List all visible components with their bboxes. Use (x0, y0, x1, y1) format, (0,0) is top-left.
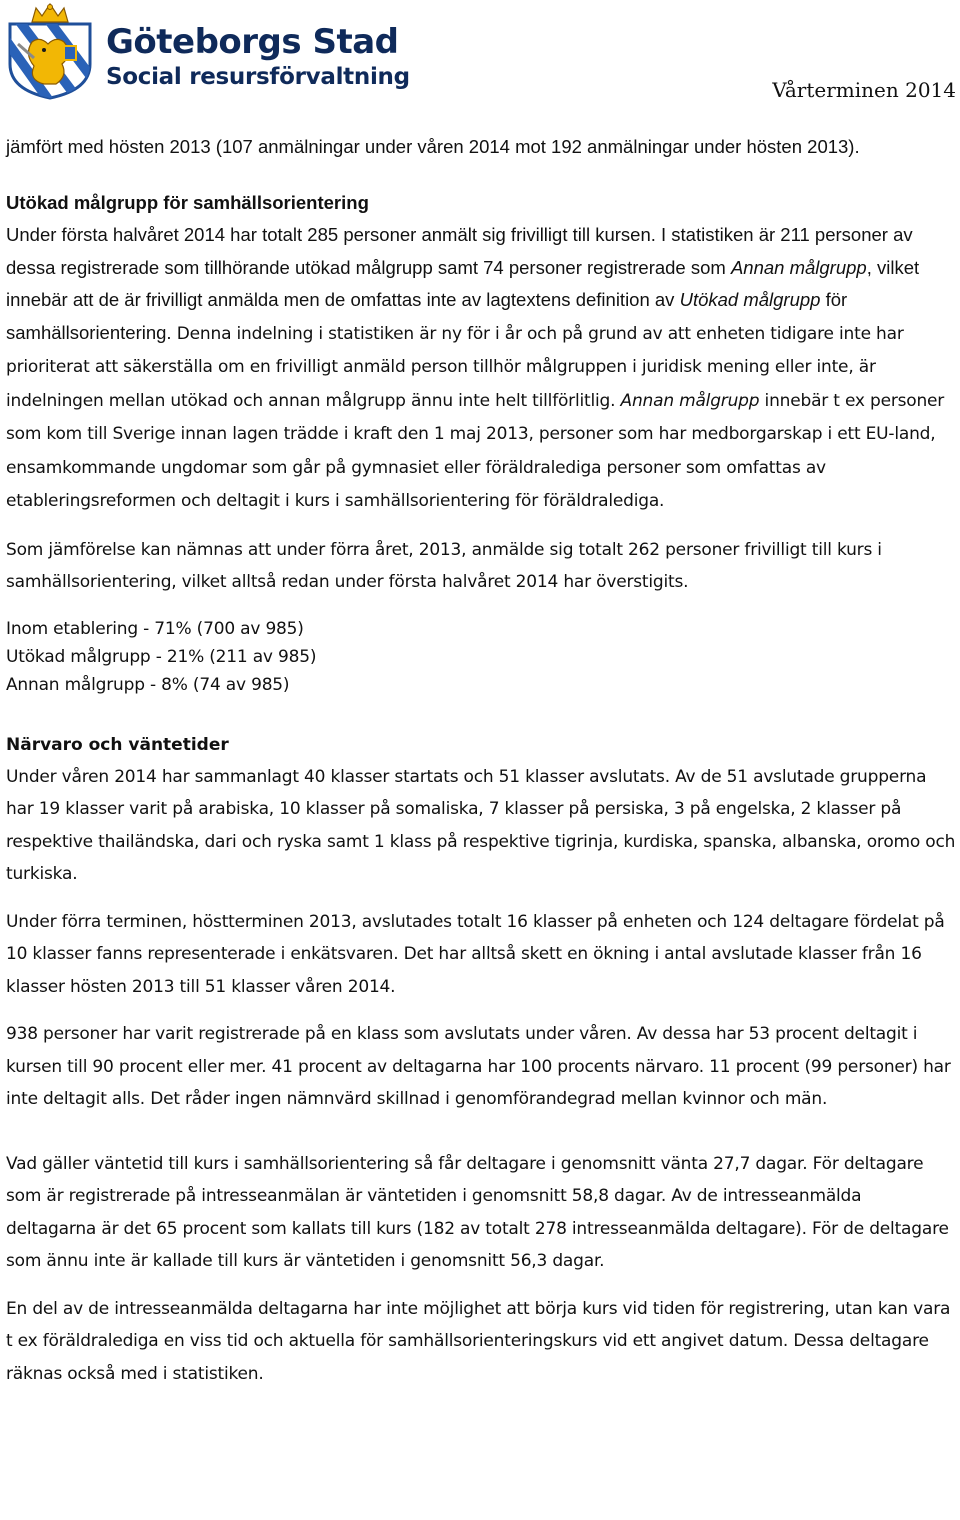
paragraph (6, 219, 956, 518)
page-header (0, 0, 960, 110)
term-label: Vårterminen 2014 (772, 78, 956, 102)
text-run: Under första halvåret 2014 har totalt 285 personer anmält sig frivilligt till kursen. I statistiken är 211 personer av dessa registrerade som tillhörande utökad målgrupp samt 74 personer registrerade som (6, 224, 913, 278)
paragraph: Som jämförelse kan nämnas att under förra året, 2013, anmälde sig totalt 262 personer frivilligt till kurs i samhällsorientering, vilket alltså redan under första halvåret 2014 har överstigits. (6, 539, 882, 592)
section-narvaro (6, 729, 956, 1391)
section-heading: Närvaro och väntetider (6, 734, 229, 755)
paragraph: Under våren 2014 har sammanlagt 40 klasser startats och 51 klasser avslutats. Av de 51 avslutade grupperna har 19 klasser varit på arabiska, 10 klasser på somaliska, 7 klasser på persiska, 3 på engelska, 2 klasser på respektive thailändska, dari och ryska samt 1 klass på respektive tigrinja, kurdiska, spanska, albanska, oromo och turkiska. (6, 766, 956, 884)
organization-name-block (106, 22, 410, 92)
paragraph: Vad gäller väntetid till kurs i samhällsorientering så får deltagare i genomsnitt vänta 27,7 dagar. För deltagare som är registrerade på intresseanmälan är väntetiden i genomsnitt 58,8 dagar. Av de intresseanmälda deltagarna är det 65 procent som kallats till kurs (182 av totalt 278 intresseanmälda deltagare). För de deltagare som ännu inte är kallade till kurs är väntetiden i genomsnitt 56,3 dagar. (6, 1153, 949, 1271)
section-heading: Utökad målgrupp för samhällsorientering (6, 192, 369, 213)
paragraph: En del av de intresseanmälda deltagarna har inte möjlighet att börja kurs vid tiden för registrering, utan kan vara t ex föräldralediga en viss tid och aktuella för samhällsorienteringskurs vid ett angivet datum. Dessa deltagare räknas också med i statistiken. (6, 1298, 951, 1384)
list-item: Annan målgrupp - 8% (74 av 985) (6, 674, 290, 695)
paragraph: 938 personer har varit registrerade på en klass som avslutats under våren. Av dessa har 53 procent deltagit i kursen till 90 procent eller mer. 41 procent av deltagarna har 100 procents närvaro. 11 procent (99 personer) har inte deltagit alls. Det råder ingen nämnvärd skillnad i genomförandegrad mellan kvinnor och män. (6, 1024, 951, 1109)
goteborg-coat-of-arms-lion-icon (4, 2, 96, 100)
statistics-list (6, 615, 956, 699)
org-name: Göteborgs Stad (106, 22, 399, 62)
list-item: Utökad målgrupp - 21% (211 av 985) (6, 646, 317, 667)
text-run: innebär t ex personer som kom till Sverige innan lagen trädde i kraft den 1 maj 2013, personer som har medborgarskap i ett EU-land, ensamkommande ungdomar som går på gymnasiet eller föräldralediga personer som omfattas av etableringsreformen och deltagit i kurs i samhällsorientering för föräldralediga. (6, 390, 945, 511)
section-utokad (6, 186, 956, 699)
text-run: för samhällsorientering. (6, 289, 848, 343)
document-body (6, 130, 956, 1390)
intro-paragraph: jämfört med hösten 2013 (107 anmälningar under våren 2014 mot 192 anmälningar under hösten 2013). (6, 136, 860, 157)
paragraph: Under förra terminen, höstterminen 2013, avslutades totalt 16 klasser på enheten och 124 deltagare fördelat på 10 klasser fanns representerade i enkätsvaren. Det har alltså skett en ökning i antal avslutade klasser från 16 klasser hösten 2013 till 51 klasser våren 2014. (6, 911, 945, 997)
text-run: , vilket innebär att de är frivilligt anmälda men de omfattas inte av lagtextens definition av (6, 256, 920, 310)
italic-term: Annan målgrupp (620, 390, 760, 411)
italic-term: Utökad målgrupp (679, 289, 821, 310)
list-item: Inom etablering - 71% (700 av 985) (6, 618, 304, 639)
dept-name: Social resursförvaltning (106, 64, 410, 90)
text-run: Denna indelning i statistiken är ny för i år och på grund av att enheten tidigare inte har prioriterat att säkerställa om en frivilligt anmäld person tillhör målgruppen i juridisk mening eller inte, är indelningen mellan utökad och annan målgrupp ännu inte helt tillförlitlig. (6, 323, 904, 411)
italic-term: Annan målgrupp (730, 256, 867, 278)
